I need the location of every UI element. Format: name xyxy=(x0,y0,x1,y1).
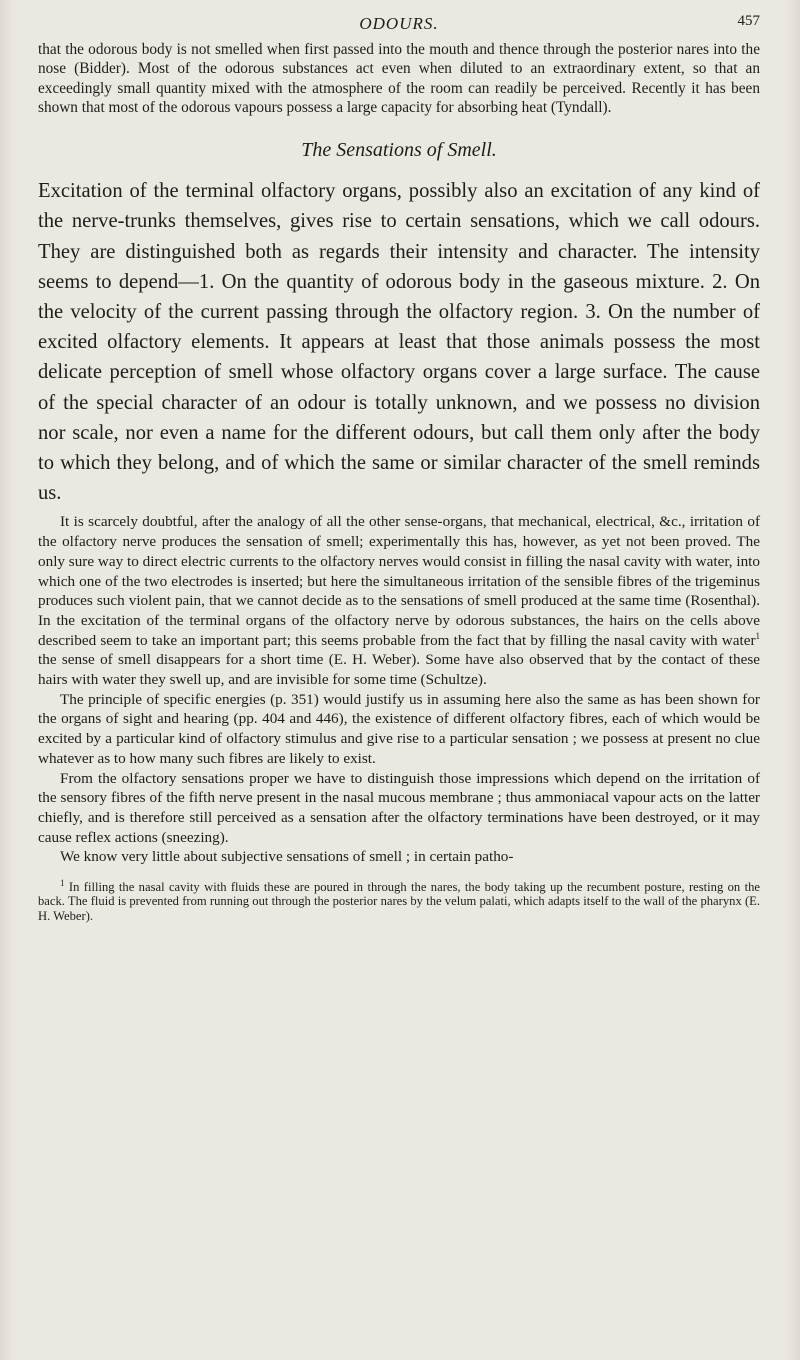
footnote-1 xyxy=(38,877,760,923)
page-number: 457 xyxy=(737,13,760,29)
section-heading: The Sensations of Smell. xyxy=(301,139,497,162)
small-paragraph-1-text-b: the sense of smell disappears for a short time (E. H. Weber). Some have also observed that by the contact of these hairs with water they swell up, and are invisible for some time (Schultze). xyxy=(38,651,760,689)
footnote-reference: 1 xyxy=(755,630,760,641)
small-paragraph-1-text-a: It is scarcely doubtful, after the analogy of all the other sense-organs, that mechanical, electrical, &c., irritation of the olfactory nerve produces the sensation of smell; experimentally this has, however, as yet not been proved. The only sure way to direct electric currents to the olfactory nerves would consist in filling the nasal cavity with water, into which one of the two electrodes is inserted; but here the simultaneous irritation of the sensible fibres of the trigeminus produces such violent pain, that we cannot decide as to the sensations of smell produced at the same time (Rosenthal). In the excitation of the terminal organs of the olfactory nerve by odorous substances, the hairs on the cells above described seem to take an important part; this seems probable from the fact that by filling the nasal cavity with water xyxy=(38,513,760,649)
small-paragraph-3: From the olfactory sensations proper we have to distinguish those impressions which depend on the irritation of the sensory fibres of the fifth nerve present in the nasal mucous membrane ; thus ammoniacal vapour acts on the latter chiefly, and is therefore still perceived as a sensation after the olfactory terminations have been destroyed, or it may cause reflex actions (sneezing). xyxy=(38,769,760,846)
small-paragraph-1 xyxy=(38,512,760,689)
small-paragraph-2: The principle of specific energies (p. 351) would justify us in assuming here also the same as has been shown for the organs of sight and hearing (pp. 404 and 446), the existence of different olfactory fibres, each of which would be excited by a particular kind of olfactory stimulus and give rise to a particular sensation ; we possess at present no clue whatever as to how many such fibres are likely to exist. xyxy=(38,690,760,767)
running-title: ODOURS. xyxy=(359,14,439,33)
footnotes xyxy=(38,877,760,923)
small-paragraph-4: We know very little about subjective sensations of smell ; in certain patho- xyxy=(60,848,514,866)
intro-paragraph: that the odorous body is not smelled when first passed into the mouth and thence through the posterior nares into the nose (Bidder). Most of the odorous substances act even when diluted to an extraordinary extent, so that an exceedingly small quantity mixed with the atmosphere of the room can readily be perceived. Recently it has been shown that most of the odorous vapours possess a large capacity for absorbing heat (Tyndall). xyxy=(38,41,760,116)
footnote-marker: 1 xyxy=(60,877,65,888)
running-head xyxy=(38,0,760,40)
footnote-text: In filling the nasal cavity with fluids these are poured in through the nares, the body taking up the recumbent posture, resting on the back. The fluid is prevented from running out through the posterior nares by the velum palati, which adapts itself to the wall of the pharynx (E. H. Weber). xyxy=(38,880,760,923)
main-paragraph: Excitation of the terminal olfactory organs, possibly also an excitation of any kind of the nerve-trunks themselves, gives rise to certain sensations, which we call odours. They are distinguished both as regards their intensity and character. The intensity seems to depend—1. On the quantity of odorous body in the gaseous mixture. 2. On the velocity of the current passing through the olfactory region. 3. On the number of excited olfactory elements. It appears at least that those animals possess the most delicate perception of smell whose olfactory organs cover a large surface. The cause of the special character of an odour is totally unknown, and we possess no division nor scale, nor even a name for the different odours, but call them only after the body to which they belong, and of which the same or similar character of the smell reminds us. xyxy=(38,180,760,505)
